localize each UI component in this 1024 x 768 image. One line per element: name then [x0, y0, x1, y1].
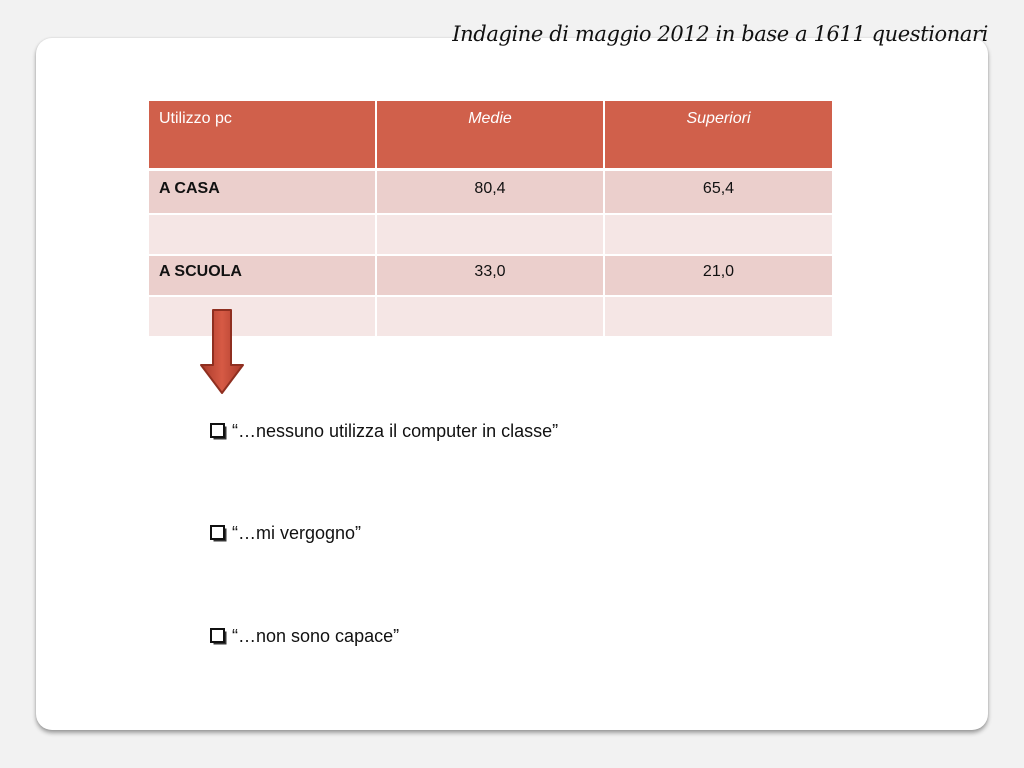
row-label: A SCUOLA: [149, 255, 376, 296]
bullet-text: “…non sono capace”: [232, 626, 400, 646]
row-value-medie: [376, 214, 604, 255]
row-value-superiori: [604, 214, 832, 255]
row-value-medie: 80,4: [376, 169, 604, 214]
bullet-text: “…nessuno utilizza il computer in classe”: [232, 421, 559, 441]
list-item: [210, 626, 399, 647]
row-value-superiori: 21,0: [604, 255, 832, 296]
row-value-superiori: 65,4: [604, 169, 832, 214]
table-row: [149, 214, 832, 255]
row-value-superiori: [604, 296, 832, 337]
row-value-medie: 33,0: [376, 255, 604, 296]
down-arrow-icon: [200, 309, 244, 395]
row-value-medie: [376, 296, 604, 337]
bullet-text: “…mi vergogno”: [232, 523, 362, 543]
list-item: [210, 523, 361, 544]
table-row: [149, 169, 832, 214]
header-cell-medie: Medie: [376, 101, 604, 169]
usage-table: [149, 101, 832, 338]
header-cell-superiori: Superiori: [604, 101, 832, 169]
row-label: [149, 214, 376, 255]
checkbox-bullet-icon: [210, 525, 228, 543]
table-row: [149, 296, 832, 337]
row-label: A CASA: [149, 169, 376, 214]
table-row: [149, 255, 832, 296]
row-label: [149, 296, 376, 337]
checkbox-bullet-icon: [210, 423, 228, 441]
header-cell-usage: Utilizzo pc: [149, 101, 376, 169]
table-header-row: [149, 101, 832, 169]
checkbox-bullet-icon: [210, 628, 228, 646]
list-item: [210, 421, 558, 442]
slide-title: Indagine di maggio 2012 in base a 1611 questionari: [452, 22, 988, 46]
